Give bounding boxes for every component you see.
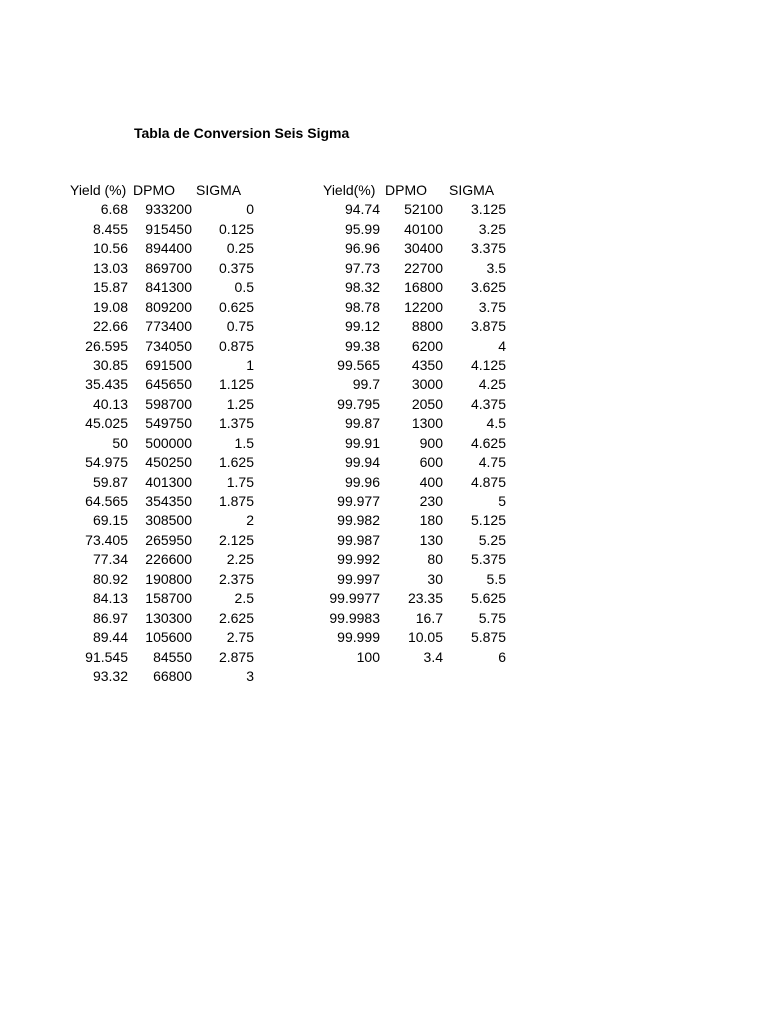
- cell-sigma: 5.75: [478, 609, 506, 626]
- cell-dpmo: 84550: [153, 648, 192, 665]
- cell-yield: 22.66: [92, 318, 128, 335]
- column-header-yield: Yield(%): [323, 182, 376, 198]
- table-row: [0, 531, 520, 550]
- table-header-row: [0, 181, 520, 200]
- cell-sigma: 6: [498, 648, 506, 665]
- cell-yield: 54.975: [85, 454, 128, 471]
- cell-sigma: 0.25: [226, 240, 254, 257]
- cell-sigma: 5.5: [486, 570, 506, 587]
- cell-sigma: 1.75: [226, 473, 254, 490]
- cell-yield: 15.87: [92, 279, 128, 296]
- table-row: [0, 356, 520, 375]
- cell-dpmo: 600: [419, 454, 443, 471]
- cell-dpmo: 4350: [411, 356, 443, 373]
- cell-sigma: 1.125: [218, 376, 254, 393]
- cell-yield: 77.34: [92, 551, 128, 568]
- cell-sigma: 5.875: [470, 629, 506, 646]
- table-row: [0, 589, 520, 608]
- cell-dpmo: 500000: [145, 434, 192, 451]
- cell-dpmo: 400: [419, 473, 443, 490]
- cell-dpmo: 450250: [145, 454, 192, 471]
- cell-sigma: 5.625: [470, 590, 506, 607]
- table-row: [0, 511, 520, 530]
- cell-sigma: 5.25: [478, 531, 506, 548]
- cell-sigma: 2.75: [226, 629, 254, 646]
- cell-yield: 89.44: [92, 629, 128, 646]
- cell-sigma: 1.375: [218, 415, 254, 432]
- cell-yield: 99.999: [337, 629, 380, 646]
- cell-dpmo: 3.4: [423, 648, 443, 665]
- cell-sigma: 2.25: [226, 551, 254, 568]
- cell-dpmo: 23.35: [407, 590, 443, 607]
- cell-sigma: 3.25: [478, 220, 506, 237]
- table-row: [0, 628, 520, 647]
- cell-sigma: 4.875: [470, 473, 506, 490]
- cell-sigma: 4.625: [470, 434, 506, 451]
- cell-dpmo: 40100: [404, 220, 443, 237]
- cell-dpmo: 130300: [145, 609, 192, 626]
- cell-yield: 73.405: [85, 531, 128, 548]
- cell-sigma: 4.75: [478, 454, 506, 471]
- page-title: Tabla de Conversion Seis Sigma: [134, 125, 350, 141]
- cell-sigma: 1.875: [218, 493, 254, 509]
- cell-yield: 45.025: [85, 415, 128, 432]
- table-row: [0, 414, 520, 433]
- cell-yield: 99.987: [337, 531, 380, 548]
- cell-dpmo: 308500: [145, 512, 192, 529]
- cell-dpmo: 773400: [145, 318, 192, 335]
- cell-dpmo: 598700: [145, 395, 192, 412]
- cell-sigma: 4: [498, 337, 506, 354]
- cell-sigma: 3.5: [486, 259, 506, 276]
- table-row: [0, 337, 520, 356]
- cell-sigma: 3: [246, 667, 254, 684]
- cell-sigma: 4.125: [470, 356, 506, 373]
- cell-dpmo: 645650: [145, 376, 192, 393]
- cell-dpmo: 22700: [404, 259, 443, 276]
- cell-yield: 99.91: [344, 434, 380, 451]
- cell-yield: 99.96: [344, 473, 380, 490]
- column-header-dpmo: DPMO: [133, 182, 175, 198]
- cell-sigma: 0.625: [218, 298, 254, 315]
- column-header-dpmo: DPMO: [385, 182, 427, 198]
- cell-dpmo: 12200: [404, 298, 443, 315]
- cell-dpmo: 734050: [145, 337, 192, 354]
- cell-yield: 8.455: [92, 220, 128, 237]
- cell-yield: 99.565: [337, 356, 380, 373]
- cell-dpmo: 354350: [145, 493, 192, 509]
- cell-sigma: 5.375: [470, 551, 506, 568]
- table-row: [0, 473, 520, 492]
- cell-dpmo: 52100: [404, 201, 443, 218]
- cell-yield: 10.56: [92, 240, 128, 257]
- cell-sigma: 5.125: [470, 512, 506, 529]
- cell-dpmo: 105600: [145, 629, 192, 646]
- cell-dpmo: 265950: [145, 531, 192, 548]
- cell-yield: 96.96: [344, 240, 380, 257]
- table-row: [0, 375, 520, 394]
- cell-dpmo: 8800: [411, 318, 443, 335]
- cell-yield: 30.85: [92, 356, 128, 373]
- cell-dpmo: 900: [419, 434, 443, 451]
- cell-yield: 99.7: [352, 376, 380, 393]
- cell-yield: 98.78: [344, 298, 380, 315]
- cell-yield: 6.68: [100, 201, 128, 218]
- cell-yield: 35.435: [85, 376, 128, 393]
- cell-dpmo: 691500: [145, 356, 192, 373]
- table-row: [0, 550, 520, 569]
- cell-sigma: 2.5: [234, 590, 254, 607]
- cell-dpmo: 80: [427, 551, 443, 568]
- cell-dpmo: 841300: [145, 279, 192, 296]
- cell-yield: 40.13: [92, 395, 128, 412]
- cell-sigma: 0: [246, 201, 254, 218]
- cell-yield: 95.99: [344, 220, 380, 237]
- cell-dpmo: 915450: [145, 220, 192, 237]
- cell-yield: 99.38: [344, 337, 380, 354]
- cell-dpmo: 158700: [145, 590, 192, 607]
- cell-sigma: 0.375: [218, 259, 254, 276]
- cell-yield: 99.997: [337, 570, 380, 587]
- cell-sigma: 2.125: [218, 531, 254, 548]
- cell-dpmo: 226600: [145, 551, 192, 568]
- cell-dpmo: 809200: [145, 298, 192, 315]
- cell-yield: 99.87: [344, 415, 380, 432]
- cell-sigma: 0.875: [218, 337, 254, 354]
- table-row: [0, 667, 260, 686]
- table-row: [0, 259, 520, 278]
- cell-sigma: 1: [246, 356, 254, 373]
- cell-yield: 99.992: [337, 551, 380, 568]
- table-row: [0, 200, 520, 219]
- cell-sigma: 1.25: [226, 395, 254, 412]
- cell-dpmo: 6200: [411, 337, 443, 354]
- conversion-table-right: [0, 181, 520, 667]
- cell-dpmo: 1300: [411, 415, 443, 432]
- cell-yield: 50: [112, 434, 128, 451]
- cell-yield: 19.08: [92, 298, 128, 315]
- cell-yield: 99.94: [344, 454, 380, 471]
- cell-yield: 94.74: [344, 201, 380, 218]
- cell-yield: 100: [356, 648, 380, 665]
- cell-sigma: 3.125: [470, 201, 506, 218]
- cell-yield: 80.92: [92, 570, 128, 587]
- cell-sigma: 3.875: [470, 318, 506, 335]
- cell-sigma: 0.75: [226, 318, 254, 335]
- cell-yield: 64.565: [85, 493, 128, 509]
- cell-sigma: 4.375: [470, 395, 506, 412]
- table-row: [0, 453, 520, 472]
- cell-yield: 99.9977: [329, 590, 380, 607]
- cell-sigma: 5: [498, 493, 506, 509]
- cell-dpmo: 894400: [145, 240, 192, 257]
- cell-sigma: 1.5: [234, 434, 254, 451]
- column-header-sigma: SIGMA: [449, 182, 495, 198]
- table-row: [0, 317, 520, 336]
- cell-yield: 86.97: [92, 609, 128, 626]
- cell-yield: 99.795: [337, 395, 380, 412]
- cell-sigma: 4.5: [486, 415, 506, 432]
- cell-dpmo: 30400: [404, 240, 443, 257]
- table-row: [0, 570, 520, 589]
- column-header-yield: Yield (%): [70, 182, 127, 198]
- cell-yield: 97.73: [344, 259, 380, 276]
- cell-dpmo: 180: [419, 512, 443, 529]
- table-row: [0, 434, 520, 453]
- cell-dpmo: 3000: [411, 376, 443, 393]
- cell-yield: 98.32: [344, 279, 380, 296]
- cell-sigma: 4.25: [478, 376, 506, 393]
- cell-dpmo: 30: [427, 570, 443, 587]
- cell-sigma: 2: [246, 512, 254, 529]
- cell-yield: 59.87: [92, 473, 128, 490]
- table-row: [0, 492, 520, 511]
- cell-yield: 91.545: [85, 648, 128, 665]
- cell-dpmo: 933200: [145, 201, 192, 218]
- cell-yield: 99.977: [337, 493, 380, 509]
- cell-dpmo: 2050: [411, 395, 443, 412]
- cell-yield: 26.595: [85, 337, 128, 354]
- cell-dpmo: 869700: [145, 259, 192, 276]
- cell-sigma: 2.375: [218, 570, 254, 587]
- cell-sigma: 3.625: [470, 279, 506, 296]
- cell-yield: 13.03: [92, 259, 128, 276]
- table-row: [0, 298, 520, 317]
- cell-dpmo: 401300: [145, 473, 192, 490]
- cell-yield: 93.32: [92, 667, 128, 684]
- cell-dpmo: 130: [419, 531, 443, 548]
- cell-dpmo: 549750: [145, 415, 192, 432]
- cell-dpmo: 190800: [145, 570, 192, 587]
- table-row: [0, 278, 520, 297]
- cell-yield: 69.15: [92, 512, 128, 529]
- table-body: [0, 200, 520, 667]
- cell-sigma: 3.75: [478, 298, 506, 315]
- column-header-sigma: SIGMA: [196, 182, 242, 198]
- table-row: [0, 239, 520, 258]
- cell-dpmo: 16.7: [415, 609, 443, 626]
- cell-sigma: 2.875: [218, 648, 254, 665]
- cell-sigma: 2.625: [218, 609, 254, 626]
- cell-yield: 99.982: [337, 512, 380, 529]
- cell-sigma: 3.375: [470, 240, 506, 257]
- cell-dpmo: 66800: [153, 667, 192, 684]
- cell-sigma: 1.625: [218, 454, 254, 471]
- cell-dpmo: 16800: [404, 279, 443, 296]
- cell-sigma: 0.125: [218, 220, 254, 237]
- table-row: [0, 609, 520, 628]
- cell-yield: 99.9983: [329, 609, 380, 626]
- cell-sigma: 0.5: [234, 279, 254, 296]
- table-row: [0, 220, 520, 239]
- cell-yield: 99.12: [344, 318, 380, 335]
- cell-yield: 84.13: [92, 590, 128, 607]
- cell-dpmo: 10.05: [407, 629, 443, 646]
- table-row: [0, 648, 520, 667]
- cell-dpmo: 230: [419, 493, 443, 509]
- table-row: [0, 395, 520, 414]
